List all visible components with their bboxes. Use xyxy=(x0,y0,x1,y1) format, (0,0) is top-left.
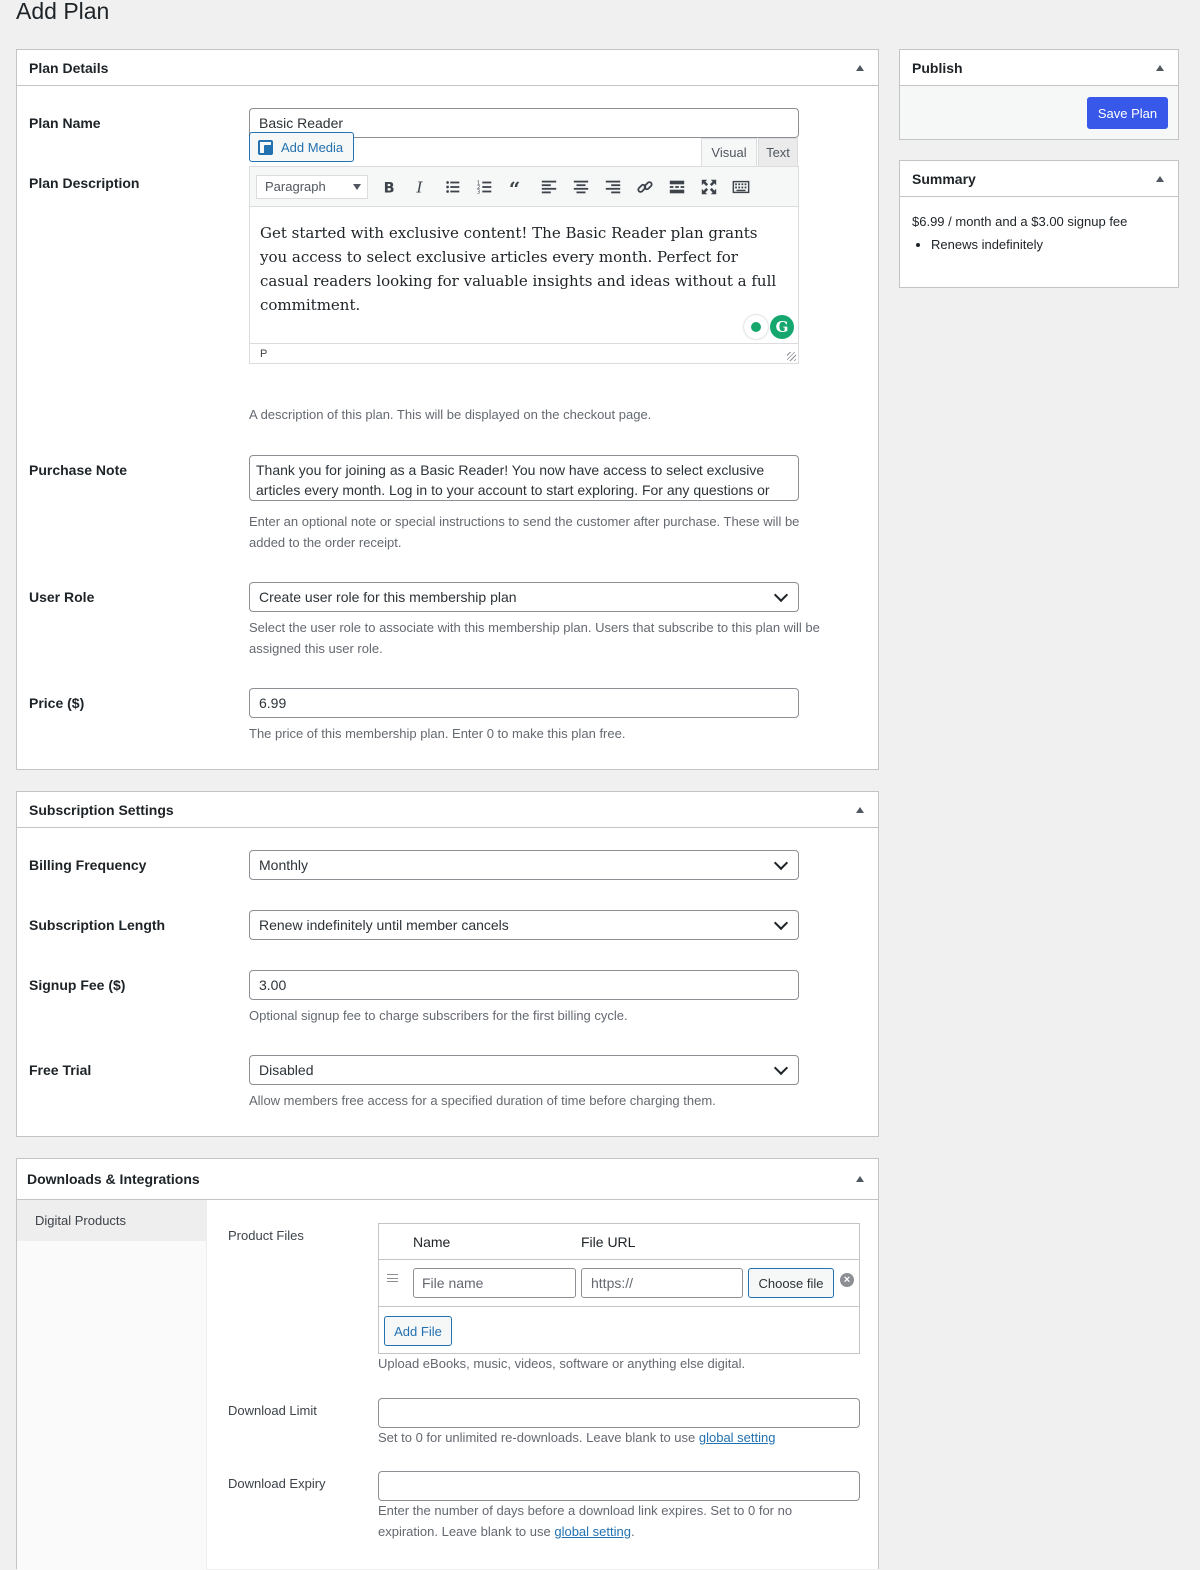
summary-item-renews: • Renews indefinitely xyxy=(931,237,1043,252)
free-trial-label: Free Trial xyxy=(29,1062,92,1078)
add-file-button[interactable] xyxy=(384,1316,452,1346)
tab-digital-products-label: Digital Products xyxy=(35,1213,127,1228)
product-files-header-row xyxy=(379,1224,859,1260)
link-icon[interactable] xyxy=(630,173,660,201)
tab-visual[interactable]: Visual xyxy=(701,138,757,167)
editor-toolbar xyxy=(250,167,798,207)
svg-text:1: 1 xyxy=(476,179,481,186)
free-trial-help: Allow members free access for a specified duration of time before charging them. xyxy=(249,1093,716,1108)
price-help: The price of this membership plan. Enter 0 to make this plan free. xyxy=(249,726,626,741)
collapse-toggle-icon[interactable] xyxy=(1150,58,1170,78)
add-media-button[interactable] xyxy=(249,132,354,162)
bold-icon[interactable] xyxy=(374,173,404,201)
subscription-settings-title: Subscription Settings xyxy=(29,801,174,818)
remove-file-icon[interactable]: × xyxy=(840,1273,854,1287)
user-role-value: Create user role for this membership plan xyxy=(259,589,517,605)
tab-text[interactable]: Text xyxy=(758,138,798,167)
svg-text:“: “ xyxy=(508,177,521,196)
signup-fee-label: Signup Fee ($) xyxy=(29,977,126,993)
free-trial-value: Disabled xyxy=(259,1062,314,1078)
plan-details-title: Plan Details xyxy=(29,59,109,76)
grammarly-widget[interactable] xyxy=(744,315,794,339)
editor-status-bar xyxy=(250,343,798,363)
lightbulb-icon[interactable] xyxy=(744,315,768,339)
svg-text:B: B xyxy=(383,179,395,196)
plan-details-header[interactable] xyxy=(17,50,878,86)
download-expiry-input[interactable] xyxy=(378,1471,860,1501)
choose-file-button[interactable] xyxy=(748,1268,834,1298)
collapse-toggle-icon[interactable] xyxy=(850,58,870,78)
plan-name-label: Plan Name xyxy=(29,115,101,131)
fullscreen-icon[interactable] xyxy=(694,173,724,201)
billing-frequency-value: Monthly xyxy=(259,857,309,873)
publish-title: Publish xyxy=(912,59,963,76)
billing-frequency-label: Billing Frequency xyxy=(29,857,147,873)
svg-text:I: I xyxy=(416,177,423,196)
download-expiry-help-text: expiration. Leave blank to use xyxy=(378,1524,555,1539)
signup-fee-value: 3.00 xyxy=(259,977,287,993)
publish-box xyxy=(899,49,1179,140)
editor-text: Get started with exclusive content! The Basic Reader plan grants you access to select exclusive articles every month. Perfect for casual readers looking for valuable insights and ideas without a full commitment. xyxy=(260,224,777,314)
save-plan-label: Save Plan xyxy=(1097,105,1158,121)
align-left-icon[interactable] xyxy=(534,173,564,201)
summary-line: $6.99 / month and a $3.00 signup fee xyxy=(912,214,1128,229)
user-role-label: User Role xyxy=(29,589,95,605)
file-name-placeholder: File name xyxy=(422,1275,484,1291)
free-trial-select[interactable] xyxy=(249,1055,799,1085)
svg-text:3: 3 xyxy=(476,188,481,195)
description-editor xyxy=(249,166,799,364)
downloads-side-tabs xyxy=(17,1200,207,1570)
download-expiry-help-line1: Enter the number of days before a download link expires. Set to 0 for no xyxy=(378,1503,793,1518)
chevron-down-icon xyxy=(774,1060,788,1074)
resize-handle-icon[interactable] xyxy=(787,352,796,361)
column-name-header: Name xyxy=(413,1234,451,1250)
summary-box xyxy=(899,160,1179,288)
user-role-select[interactable] xyxy=(249,582,799,612)
publish-header[interactable] xyxy=(900,50,1178,86)
user-role-help: Select the user role to associate with this membership plan. Users that subscribe to this plan will be assigned this user role. xyxy=(249,620,820,656)
chevron-down-icon xyxy=(774,915,788,929)
toolbar-toggle-icon[interactable] xyxy=(726,173,756,201)
choose-file-label: Choose file xyxy=(758,1275,824,1291)
global-setting-link[interactable]: global setting xyxy=(554,1524,631,1539)
plan-details-box xyxy=(16,49,879,770)
subscription-length-value: Renew indefinitely until member cancels xyxy=(259,917,509,933)
element-path[interactable]: P xyxy=(260,347,268,360)
column-url-header: File URL xyxy=(581,1234,636,1250)
format-select[interactable] xyxy=(256,175,368,199)
purchase-note-label: Purchase Note xyxy=(29,462,128,478)
italic-icon[interactable] xyxy=(406,173,436,201)
download-limit-help xyxy=(378,1427,858,1448)
product-files-table xyxy=(378,1223,860,1354)
read-more-icon[interactable] xyxy=(662,173,692,201)
subscription-length-label: Subscription Length xyxy=(29,917,166,933)
download-expiry-label: Download Expiry xyxy=(228,1476,326,1491)
editor-content[interactable] xyxy=(250,207,798,343)
purchase-note-value: Thank you for joining as a Basic Reader! You now have access to select exclusive articles every month. Log in to your account to start exploring. For any questions or xyxy=(256,462,770,498)
file-name-input[interactable] xyxy=(413,1268,576,1298)
media-icon xyxy=(258,140,275,155)
download-limit-input[interactable] xyxy=(378,1398,860,1428)
subscription-settings-box xyxy=(16,791,879,1137)
price-value: 6.99 xyxy=(259,695,287,711)
file-url-placeholder: https:// xyxy=(591,1275,634,1291)
price-label: Price ($) xyxy=(29,695,85,711)
blockquote-icon[interactable] xyxy=(502,173,532,201)
plan-name-value: Basic Reader xyxy=(259,115,344,131)
collapse-toggle-icon[interactable] xyxy=(850,800,870,820)
page-title: Add Plan xyxy=(16,0,110,24)
summary-list xyxy=(912,237,1043,252)
download-limit-label: Download Limit xyxy=(228,1403,317,1418)
summary-title: Summary xyxy=(912,170,976,187)
product-file-row xyxy=(379,1260,859,1307)
add-media-label: Add Media xyxy=(281,139,344,155)
signup-fee-input[interactable] xyxy=(249,970,799,1000)
collapse-toggle-icon[interactable] xyxy=(850,1169,870,1189)
grammarly-icon[interactable]: G xyxy=(770,315,794,339)
subscription-settings-header[interactable] xyxy=(17,792,878,828)
billing-frequency-select[interactable] xyxy=(249,850,799,880)
chevron-down-icon xyxy=(774,855,788,869)
downloads-integrations-box xyxy=(16,1158,879,1569)
downloads-integrations-title: Downloads & Integrations xyxy=(27,1171,200,1187)
subscription-length-select[interactable] xyxy=(249,910,799,940)
download-expiry-help xyxy=(378,1500,858,1542)
download-limit-help-text: Set to 0 for unlimited re-downloads. Leave blank to use xyxy=(378,1430,699,1445)
download-expiry-help-suffix: . xyxy=(630,1524,635,1539)
align-right-icon[interactable] xyxy=(598,173,628,201)
add-file-label: Add File xyxy=(394,1323,442,1339)
collapse-toggle-icon[interactable] xyxy=(1150,169,1170,189)
signup-fee-help: Optional signup fee to charge subscribers for the first billing cycle. xyxy=(249,1008,628,1023)
file-url-input[interactable] xyxy=(581,1268,743,1298)
tab-digital-products[interactable] xyxy=(17,1200,206,1241)
purchase-note-textarea[interactable] xyxy=(249,455,799,501)
format-select-value: Paragraph xyxy=(265,179,326,194)
svg-text:2: 2 xyxy=(476,184,481,191)
triangle-down-icon xyxy=(353,184,361,190)
chevron-down-icon xyxy=(774,587,788,601)
numbered-list-icon[interactable] xyxy=(470,173,500,201)
plan-description-help: A description of this plan. This will be displayed on the checkout page. xyxy=(249,407,652,422)
bullet-list-icon[interactable] xyxy=(438,173,468,201)
drag-handle-icon[interactable] xyxy=(387,1274,398,1282)
summary-header[interactable] xyxy=(900,161,1178,197)
product-files-help: Upload eBooks, music, videos, software or anything else digital. xyxy=(378,1356,746,1371)
purchase-note-help: Enter an optional note or special instructions to send the customer after purchase. These will be added to the order receipt. xyxy=(249,514,800,550)
price-input[interactable] xyxy=(249,688,799,718)
global-setting-link[interactable]: global setting xyxy=(698,1430,776,1445)
plan-description-label: Plan Description xyxy=(29,175,140,191)
product-files-label: Product Files xyxy=(228,1228,304,1243)
downloads-integrations-header[interactable] xyxy=(17,1159,878,1200)
align-center-icon[interactable] xyxy=(566,173,596,201)
save-plan-button[interactable] xyxy=(1087,97,1168,129)
